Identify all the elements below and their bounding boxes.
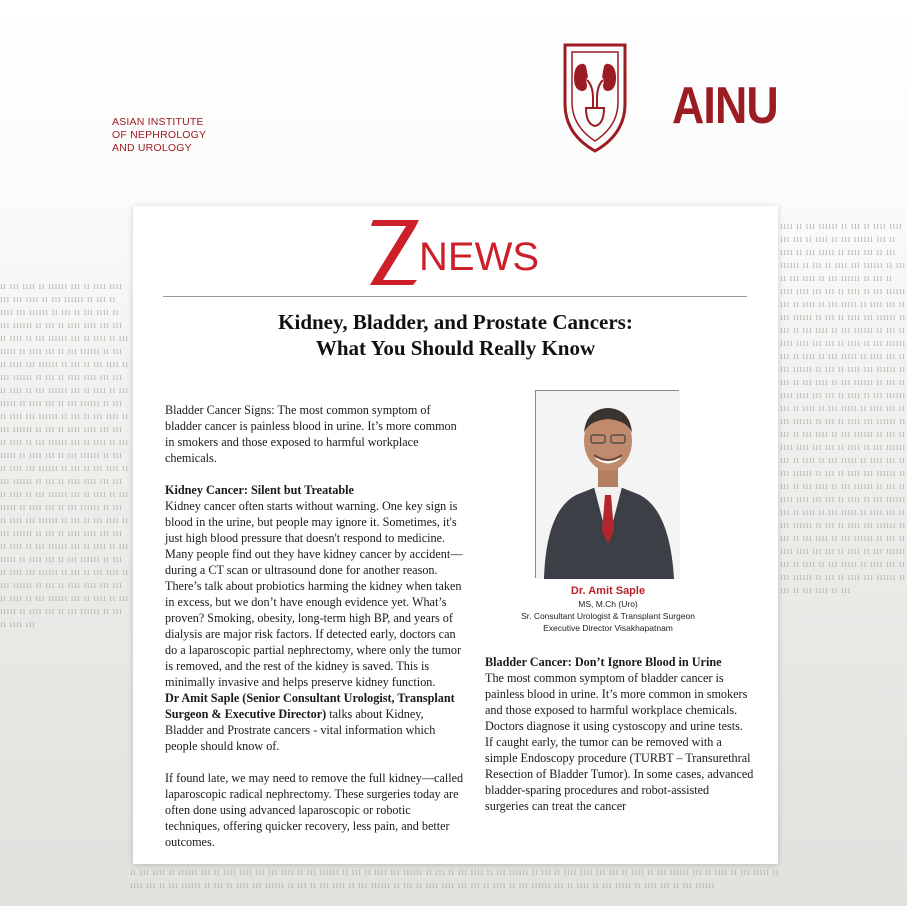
znews-wordmark: NEWS <box>419 235 539 279</box>
article-right-column <box>485 654 755 814</box>
kidney-shield-icon <box>562 42 628 154</box>
doctor-intro-text: talks about Kidney, Bladder and Prostrate cancers - vital information which people should know of. <box>165 707 436 753</box>
doctor-name-bold: Dr Amit Saple (Senior Consultant Urologist, Transplant Surgeon & Executive Director) <box>165 691 455 721</box>
bladder-heading: Bladder Cancer: Don’t Ignore Blood in Urine <box>485 655 722 669</box>
doctor-caption-role: Executive Director Visakhapatnam <box>543 623 673 633</box>
headline-line: Kidney, Bladder, and Prostate Cancers: <box>278 310 633 334</box>
background-newsprint-left: ıı ııı ıııı ıı ıııııı ııı ıı ıııı ıııı ııı ııı ıııı ıı ııı ıııııı ıı ııı ıı ıııı ııı ıııııı ıı ııı ıı ııı ıııı ıı ııı ıııııı ıı ııı ıı ıııı ıııı ııı ııı ıı ıııı ıı ııı ıııııı ııı ıı ıııı ıı ııı ııııı ıı ıııı ııı ıı ııı ıııııı ıı ııı ıı ıııı ııı ıııııı ıı ııı ıı ııı ıııı ıı ııı ıııııı ıı ııı ıı ıııı ıııı ııı ııı ıı ıııı ıı ııı ıııııı ııı ıı ıııı ıı ııı ııııı ıı ıııı ııı ıı ııı ıııııı ıı ııı ıı ıııı ııı ıııııı ıı ııı ıı ııı ıııı ıı ııı ıııııı ıı ııı ıı ıııı ıııı ııı ııı ıı ıııı ıı ııı ıııııı ııı ıı ıııı ıı ııı ııııı ıı ıııı ııı ıı ııı ıııııı ıı ııı ıı ıııı ııı ıııııı ıı ııı ıı ııı ıııı ıı ııı ıııııı ıı ııı ıı ıııı ıııı ııı ııı ıı ıııı ıı ııı ıııııı ııı ıı ıııı ıı ııı ııııı ıı ıııı ııı ıı ııı ıııııı ıı ııı ıı ıııı ııı ıııııı ıı ııı ıı ııı ıııı ıı ııı ıııııı ıı ııı ıı ıııı ıııı ııı ııı ıı ıııı ıı ııı ıııııı ııı ıı ıııı ıı ııı ııııı ıı ıııı ııı ıı ııı ıııııı ıı ııı ıı ıııı ııı ıııııı ıı ııı ıı ııı ıııı ıı ııı ıııııı ıı ııı ıı ıııı ıııı ııı ııı ıı ıııı ıı ııı ıııııı ııı ıı ıııı ıı ııı ııııı ıı ıııı ııı ıı ııı ıııııı ıı ııı ıı ıııı ııı <box>0 281 132 630</box>
ainu-subtitle-line: OF NEPHROLOGY <box>112 129 207 141</box>
late-detection-paragraph: If found late, we may need to remove the full kidney—called laparoscopic radical nephrectomy. These surgeries today are often done using advanced laparoscopic or robotic techniques, offering quicker recovery, less pain, and better outcomes. <box>165 771 464 849</box>
z-logo-icon <box>369 218 421 286</box>
bladder-paragraph-2: If caught early, the tumor can be removed with a simple Endoscopy procedure (TURBT – Transurethral Resection of Bladder Tumor). In some cases, advanced bladder-sparing procedures and robot-assisted surgeries can treat the cancer <box>485 735 754 813</box>
article-left-column <box>165 402 465 866</box>
kidney-heading: Kidney Cancer: Silent but Treatable <box>165 483 354 497</box>
ainu-logo <box>562 42 782 154</box>
doctor-caption-title: Sr. Consultant Urologist & Transplant Surgeon <box>521 611 695 621</box>
doctor-caption-degrees: MS, M.Ch (Uro) <box>578 599 638 609</box>
ainu-wordmark: AINU <box>672 77 778 135</box>
kidney-section <box>165 482 465 754</box>
background-newsprint-right: ıııı ıı ııı ıııııı ıı ııı ıı ıııı ıııı ııı ııı ıı ıııı ıı ııı ıııııı ııı ıı ıııı ıı ııı ııııı ıı ıııı ııı ıı ııı ıııııı ıı ııı ıı ıııı ııı ıııııı ıı ııı ıı ııı ıııı ıı ııı ıııııı ıı ııı ıı ıııı ıııı ııı ııı ıı ıııı ıı ııı ıııııı ııı ıı ıııı ıı ııı ııııı ıı ıııı ııı ıı ııı ıııııı ıı ııı ıı ıııı ııı ıııııı ıı ııı ıı ııı ıııı ıı ııı ıııııı ıı ııı ıı ıııı ıııı ııı ııı ıı ıııı ıı ııı ıııııı ııı ıı ıııı ıı ııı ııııı ıı ıııı ııı ıı ııı ıııııı ıı ııı ıı ıııı ııı ıııııı ıı ııı ıı ııı ıııı ıı ııı ıııııı ıı ııı ıı ıııı ıııı ııı ııı ıı ıııı ıı ııı ıııııı ııı ıı ıııı ıı ııı ııııı ıı ıııı ııı ıı ııı ıııııı ıı ııı ıı ıııı ııı ıııııı ıı ııı ıı ııı ıııı ıı ııı ıııııı ıı ııı ıı ıııı ıııı ııı ııı ıı ıııı ıı ııı ıııııı ııı ıı ıııı ıı ııı ııııı ıı ıııı ııı ıı ııı ıııııı ıı ııı ıı ıııı ııı ıııııı ıı ııı ıı ııı ıııı ıı ııı ıııııı ıı ııı ıı ıııı ıııı ııı ııı ıı ıııı ıı ııı ıııııı ııı ıı ıııı ıı ııı ııııı ıı ıııı ııı ıı ııı ıııııı ıı ııı ıı ıııı ııı ıııııı ıı ııı ıı ııı ıııı ıı ııı ıııııı ıı ııı ıı ıııı ıııı ııı ııı ıı ıııı ıı ııı ıııııı ııı ıı ıııı ıı ııı ııııı ıı ıııı ııı ıı ııı ıııııı ıı ııı ıı ıııı ııı ıııııı ıı ııı ıı ııı ıııı ıı ııı <box>780 221 906 596</box>
intro-paragraph: Bladder Cancer Signs: The most common symptom of bladder cancer is painless blood in urine. It’s more common in smokers and those exposed to harmful workplace chemicals. <box>165 403 457 465</box>
doctor-caption <box>485 584 731 634</box>
news-article-card <box>133 206 778 864</box>
kidney-text: Kidney cancer often starts without warning. One key sign is blood in the urine, but people may ignore it. Sometimes, it's just high blood pressure that doesn't respond to medicine. Many people find out they have kidney cancer by accident—during a CT scan or ultrasound done for another reason. There’s talk about probiotics harming the kidney when taken in excess, but we don’t have enough evidence yet. What’s proven? Smoking, obesity, long-term high BP, and years of dialysis are major risk factors. If detected early, doctors can do a laparoscopic partial nephrectomy, where only the tumor is removed, and the rest of the kidney is saved. This is minimally invasive and helps preserve kidney function. <box>165 499 463 689</box>
doctor-caption-name: Dr. Amit Saple <box>570 585 646 597</box>
article-headline <box>133 309 778 361</box>
headline-line: What You Should Really Know <box>315 336 596 360</box>
ainu-subtitle <box>112 116 232 155</box>
doctor-photo <box>535 390 679 578</box>
znews-masthead <box>369 218 559 286</box>
ainu-subtitle-line: AND UROLOGY <box>112 142 192 154</box>
background-newsprint-bottom: ıı ııı ıııı ıı ıııııı ııı ıı ıııı ıııı ııı ııı ıııı ıı ııı ıııııı ıı ııı ıı ıııı ııı ıııııı ıı ııı ıı ııı ıııı ıı ııı ıııııı ıı ııı ıı ıııı ıııı ııı ııı ıı ıııı ıı ııı ıııııı ııı ıı ıııı ıı ııı ııııı ıı ıııı ııı ıı ııı ıııııı ıı ııı ıı ıııı ııı ıııııı ıı ııı ıı ııı ıııı ıı ııı ıııııı ıı ııı ıı ıııı ıııı ııı ııı ıı ıııı ıı ııı ıııııı ııı ıı ıııı ıı ııı ııııı ıı ıııı ııı ıı ııı ıııııı <box>130 867 783 891</box>
ainu-subtitle-line: ASIAN INSTITUTE <box>112 116 204 128</box>
doctor-portrait-icon <box>536 391 680 579</box>
masthead-divider <box>163 296 747 297</box>
bladder-paragraph-1: The most common symptom of bladder cancer is painless blood in urine. It’s more common in smokers and those exposed to harmful workplace chemicals. Doctors diagnose it using cystoscopy and urine tests. <box>485 671 748 733</box>
